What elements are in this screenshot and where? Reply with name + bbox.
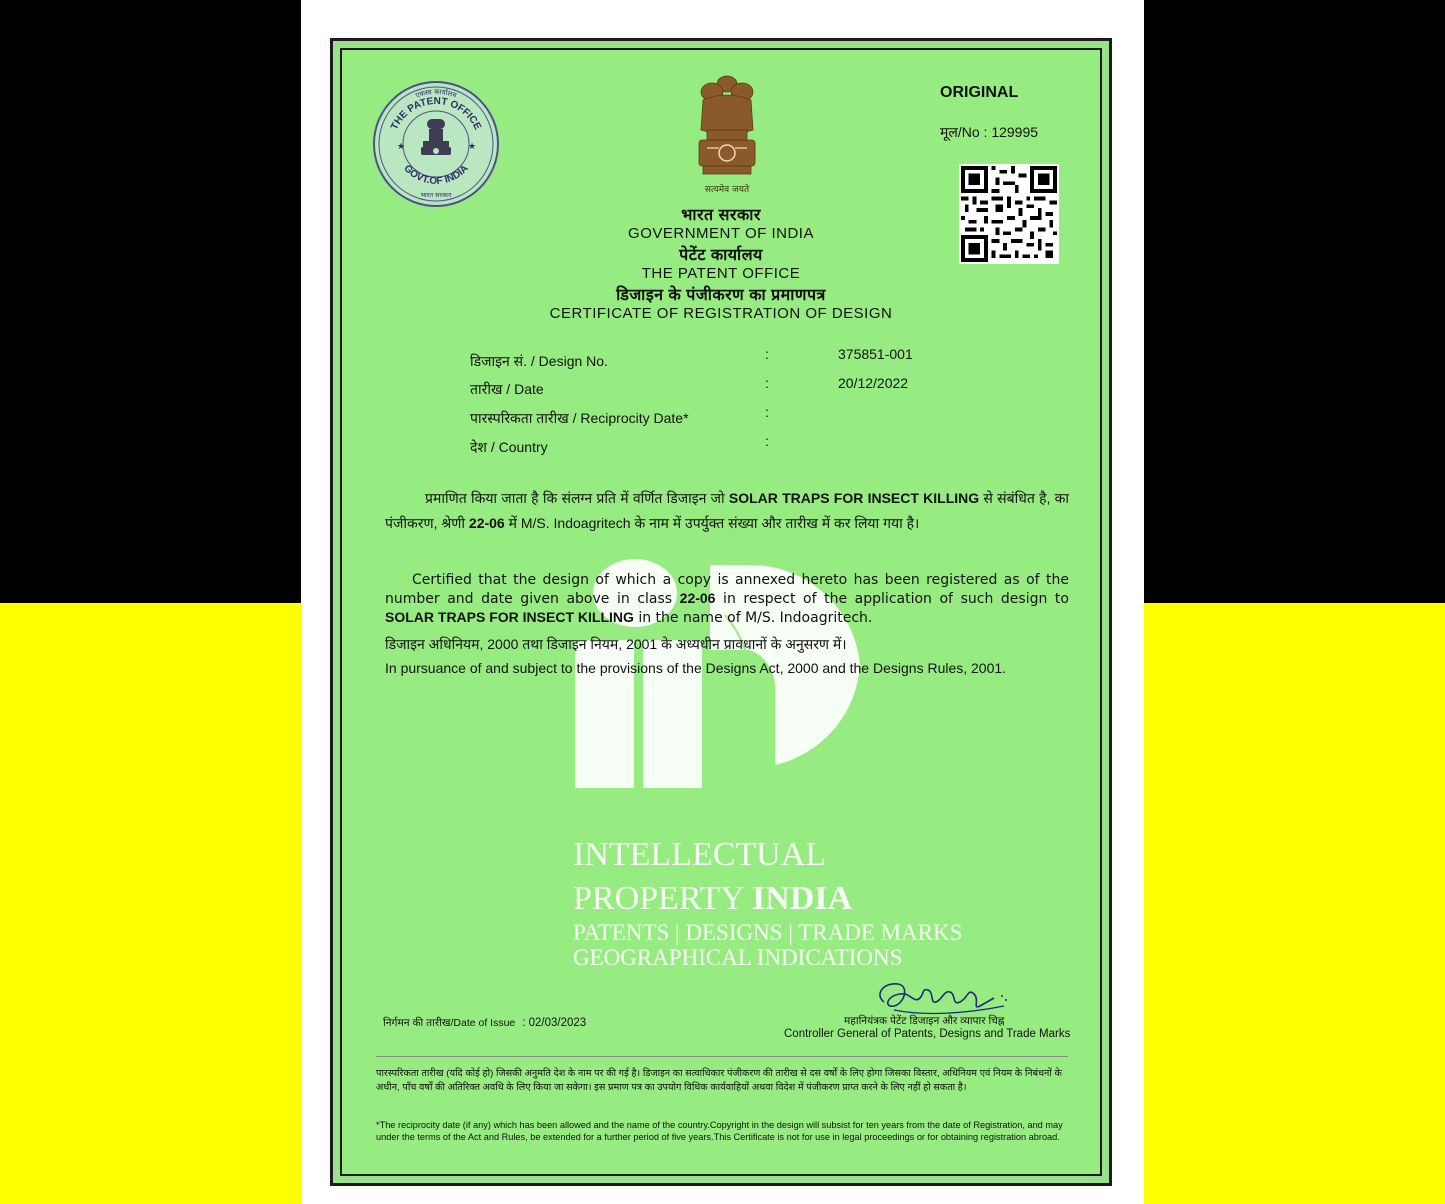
watermark-line3: PATENTS | DESIGNS | TRADE MARKS — [573, 920, 963, 945]
field-label: देश / Country — [470, 439, 548, 455]
national-emblem — [687, 68, 767, 198]
english-class: 22-06 — [679, 590, 716, 606]
seal-bottom-text: GOVT.OF INDIA — [401, 163, 471, 188]
watermark-line1: INTELLECTUAL — [573, 836, 827, 873]
watermark-line4: GEOGRAPHICAL INDICATIONS — [573, 945, 903, 970]
field-label: तारीख / Date — [470, 381, 544, 397]
office-english: THE PATENT OFFICE — [641, 265, 801, 282]
seal-bottom-hindi: भारत सरकार — [420, 191, 452, 199]
number-value: 129995 — [991, 124, 1039, 140]
act-english: In pursuance of and subject to the provisions of the Designs Act, 2000 and the Designs Rules, 2001. — [385, 660, 1007, 676]
certificate-inner-frame — [340, 48, 1102, 1176]
svg-text:★: ★ — [468, 141, 477, 151]
hindi-statement — [385, 486, 1069, 536]
seal-top-text: THE PATENT OFFICE — [389, 95, 483, 132]
field-colon: : — [765, 375, 769, 391]
hindi-statement-part2: से संबंधित है, का पंजीकरण, श्रेणी — [385, 490, 1070, 531]
hindi-statement-part1: प्रमाणित किया जाता है कि संलग्न प्रति में वर्णित डिजाइन जो — [425, 490, 729, 506]
controller-english: Controller General of Patents, Designs and Trade Marks — [784, 1028, 1071, 1040]
svg-text:★: ★ — [397, 141, 406, 151]
footnote-english: *The reciprocity date (if any) which has been allowed and the name of the country.Copyright in the design will subsist for ten years from the date of Registration, and may under the terms of the Act and Rules, be extended for a further period of five years.This Certificate is not for use in legal proceedings or for obtaining registration abroad. — [376, 1120, 1063, 1142]
number-colon: : — [983, 124, 988, 140]
issue-value: : 02/03/2023 — [522, 1017, 587, 1029]
act-hindi: डिजाइन अधिनियम, 2000 तथा डिजाइन नियम, 2001 के अध्यधीन प्रावधानों के अनुसरण में। — [385, 636, 847, 652]
watermark-property: PROPERTY — [573, 880, 753, 917]
field-colon: : — [765, 404, 769, 420]
issue-date — [383, 1016, 586, 1030]
govt-hindi: भारत सरकार — [681, 207, 761, 224]
seal-top-hindi: एकस्व कार्यालय — [414, 87, 458, 100]
english-statement — [385, 571, 1069, 627]
issue-label: निर्गमन की तारीख/Date of Issue — [383, 1017, 516, 1029]
english-statement-part1: Certified that the design of which a copy is annexed hereto has been registered as of the number and date given above in class — [385, 572, 1069, 607]
office-hindi: पेटेंट कार्यालय — [679, 247, 763, 264]
english-statement-part3: in the name of M/S. Indoagritech. — [633, 610, 873, 626]
watermark-line2 — [573, 880, 852, 918]
field-colon: : — [765, 433, 769, 449]
english-statement-part2: in respect of the application of such design to — [715, 591, 1069, 607]
watermark-india: INDIA — [752, 880, 853, 917]
field-label: पारस्परिकता तारीख / Reciprocity Date* — [470, 410, 689, 426]
controller-hindi: महानियंत्रक पेटेंट डिजाइन और व्यापार चिह्न — [844, 1015, 1005, 1027]
hindi-design-title: SOLAR TRAPS FOR INSECT KILLING — [728, 490, 980, 506]
field-colon: : — [765, 346, 769, 362]
original-label: ORIGINAL — [940, 84, 1019, 101]
patent-office-seal — [371, 79, 501, 209]
title-hindi: डिजाइन के पंजीकरण का प्रमाणपत्र — [616, 287, 826, 304]
certificate-number — [940, 123, 1038, 142]
certificate — [330, 38, 1112, 1186]
hindi-class: 22-06 — [468, 515, 505, 531]
english-design-title: SOLAR TRAPS FOR INSECT KILLING — [385, 609, 634, 625]
field-label: डिजाइन सं. / Design No. — [470, 353, 608, 369]
emblem-motto: सत्यमेव जयते — [704, 185, 750, 195]
title-english: CERTIFICATE OF REGISTRATION OF DESIGN — [549, 305, 893, 322]
field-value: 20/12/2022 — [838, 375, 909, 391]
field-value: 375851-001 — [838, 346, 913, 362]
footer-divider — [376, 1056, 1068, 1057]
govt-english: GOVERNMENT OF INDIA — [628, 225, 814, 242]
number-label: मूल/No — [940, 124, 980, 140]
footnote-hindi: पारस्परिकता तारीख (यदि कोई हो) जिसकी अनुमति देश के नाम पर की गई है। डिजाइन का सत्वाधिकार पंजीकरण की तारीख से दस वर्षों के लिए होगा जिसका विस्तार, अधिनियम एवं नियम के निबंधनों के अधीन, पाँच वर्षों की अतिरिक्त अवधि के लिए किया जा सकेगा। इस प्रमाण पत्र का उपयोग विधिक कार्यवाहियों अथवा विदेश में पंजीकरण प्राप्त करने के लिए नहीं हो सकता है। — [376, 1068, 1062, 1093]
hindi-statement-part3: में M/S. Indoagritech के नाम में उपर्युक्त संख्या और तारीख में कर लिया गया है। — [504, 515, 920, 531]
